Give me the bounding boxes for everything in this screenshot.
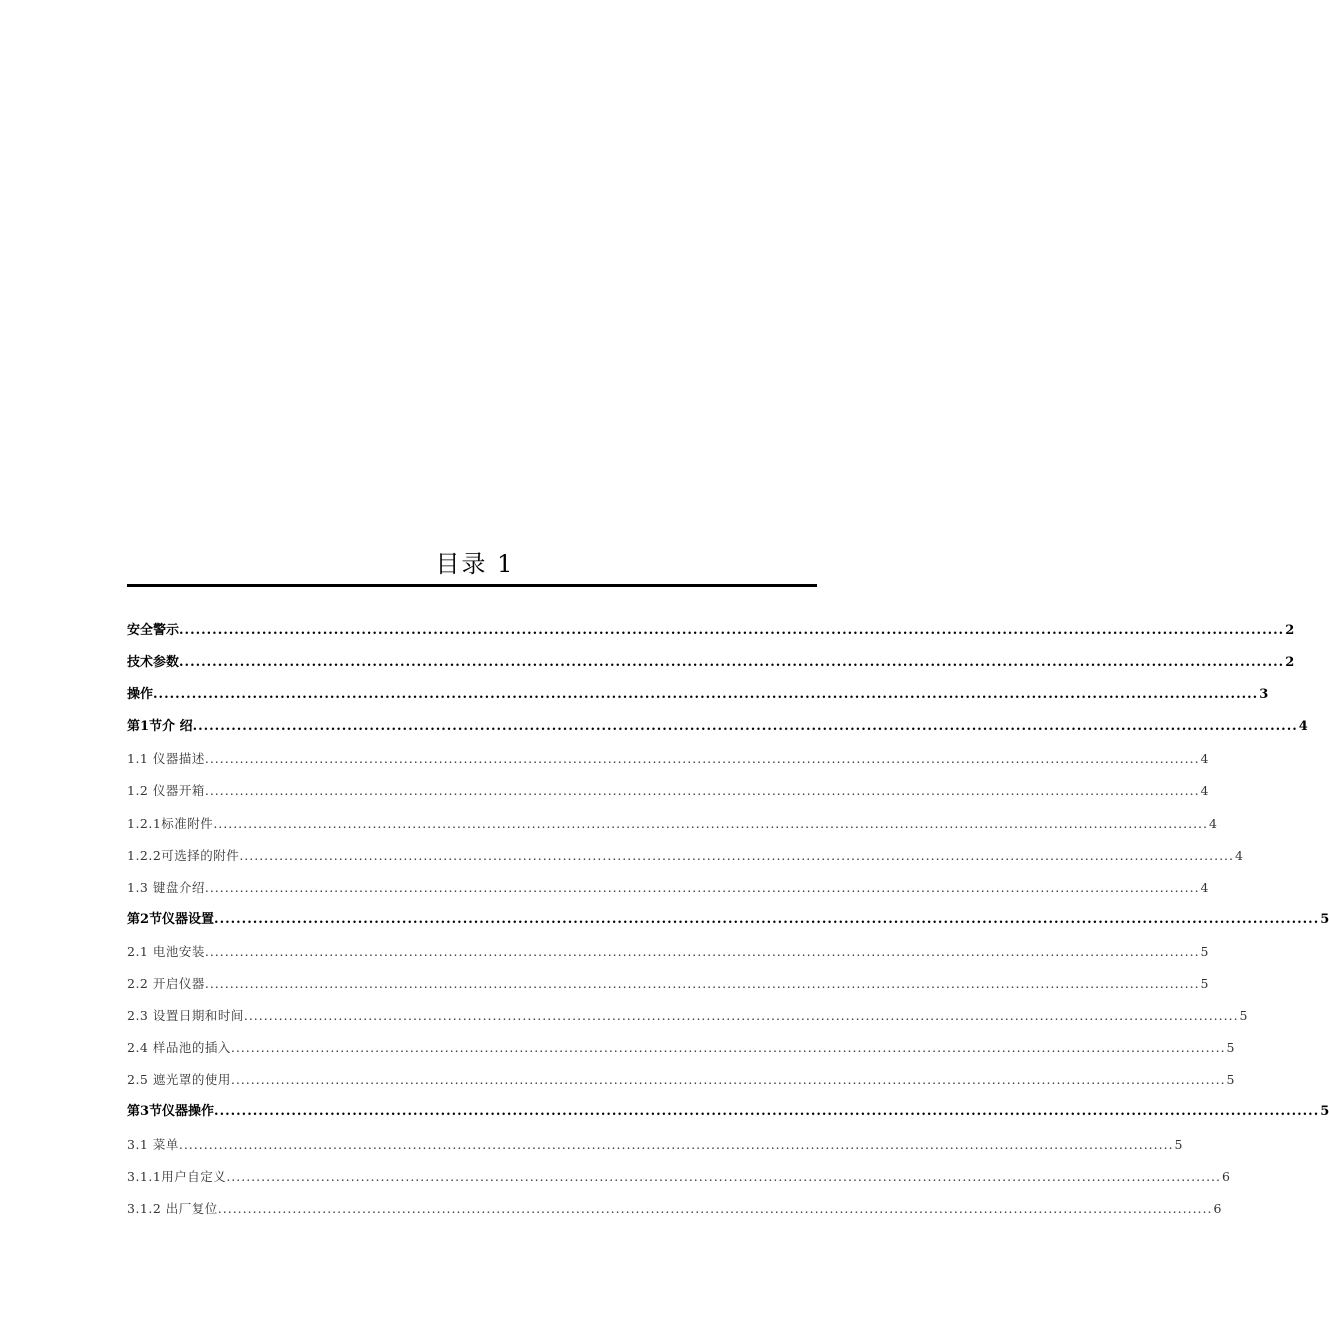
toc-entry-label: 1.2 仪器开箱	[127, 783, 205, 799]
toc-entry[interactable]	[127, 845, 1244, 877]
toc-entry-label: 2.2 开启仪器	[127, 976, 205, 992]
toc-leader-dots: ........................................................................................................................................................................................................	[226, 1168, 1221, 1184]
toc-entry[interactable]	[127, 941, 1209, 973]
toc-page-number: 5	[1200, 943, 1209, 959]
title-rule	[127, 584, 817, 587]
toc-page-number: 2	[1285, 623, 1295, 638]
toc-entry[interactable]	[127, 1166, 1231, 1198]
toc-entry[interactable]	[127, 1198, 1222, 1230]
toc-entry-label: 技术参数	[127, 655, 180, 671]
toc-page-number: 5	[1320, 1104, 1329, 1120]
toc-page-number: 4	[1298, 719, 1308, 735]
toc-page-number: 2	[1285, 655, 1295, 671]
toc-entry-label: 3.1.2 出厂复位	[127, 1200, 218, 1216]
toc-entry[interactable]	[127, 1069, 1235, 1101]
toc-page-number: 5	[1226, 1072, 1235, 1088]
toc-entry-label: 第3节仪器操作	[127, 1104, 215, 1120]
toc-page-number: 6	[1213, 1200, 1222, 1216]
toc-entry-label: 操作	[127, 687, 154, 703]
toc-page-number: 6	[1222, 1168, 1231, 1184]
toc-leader-dots: ........................................................................................................................................................................................................	[178, 1136, 1174, 1152]
toc-entry-label: 1.1 仪器描述	[127, 751, 205, 767]
toc-entry[interactable]	[127, 620, 1295, 652]
toc-page-number: 5	[1226, 1040, 1235, 1056]
toc-page-number: 4	[1209, 815, 1218, 831]
toc-page-number: 4	[1200, 879, 1209, 895]
toc-leader-dots: ........................................................................................................................................................................................................	[230, 1040, 1226, 1056]
toc-entry[interactable]	[127, 1037, 1235, 1069]
toc-leader-dots: ........................................................................................................................................................................................................	[192, 719, 1298, 735]
toc-leader-dots: ........................................................................................................................................................................................................	[204, 879, 1200, 895]
toc-leader-dots: ........................................................................................................................................................................................................	[204, 976, 1200, 992]
toc-page-number: 5	[1174, 1136, 1183, 1152]
toc-leader-dots: ........................................................................................................................................................................................................	[204, 751, 1200, 767]
toc-leader-dots: ........................................................................................................................................................................................................	[217, 1200, 1213, 1216]
toc-page-number: 4	[1235, 847, 1244, 863]
toc-entry[interactable]	[127, 877, 1209, 909]
toc-entry-label: 安全警示	[127, 623, 180, 638]
toc-page-number: 5	[1200, 976, 1209, 992]
toc-entry[interactable]	[127, 1101, 1329, 1133]
toc-leader-dots: ........................................................................................................................................................................................................	[179, 623, 1285, 638]
toc-entry[interactable]	[127, 1134, 1183, 1166]
toc-entry-label: 1.3 键盘介绍	[127, 879, 205, 895]
toc-entry-label: 1.2.2可选择的附件	[127, 847, 240, 863]
toc-entry[interactable]	[127, 780, 1209, 812]
toc-entry[interactable]	[127, 716, 1308, 748]
table-of-contents	[127, 620, 1329, 1230]
toc-page-number: 3	[1259, 687, 1269, 703]
toc-entry[interactable]	[127, 909, 1329, 941]
toc-entry[interactable]	[127, 684, 1269, 716]
toc-entry-label: 3.1 菜单	[127, 1136, 179, 1152]
toc-entry[interactable]	[127, 973, 1209, 1005]
toc-leader-dots: ........................................................................................................................................................................................................	[179, 655, 1285, 671]
toc-entry-label: 1.2.1标准附件	[127, 815, 214, 831]
toc-leader-dots: ........................................................................................................................................................................................................	[243, 1008, 1239, 1024]
toc-entry-label: 3.1.1用户自定义	[127, 1168, 227, 1184]
toc-leader-dots: ........................................................................................................................................................................................................	[204, 783, 1200, 799]
toc-leader-dots: ........................................................................................................................................................................................................	[214, 911, 1320, 927]
toc-leader-dots: ........................................................................................................................................................................................................	[204, 943, 1200, 959]
toc-leader-dots: ........................................................................................................................................................................................................	[230, 1072, 1226, 1088]
toc-entry-label: 第2节仪器设置	[127, 911, 215, 927]
toc-page-number: 4	[1200, 751, 1209, 767]
toc-leader-dots: ........................................................................................................................................................................................................	[153, 687, 1259, 703]
toc-leader-dots: ........................................................................................................................................................................................................	[239, 847, 1234, 863]
toc-page-number: 5	[1320, 911, 1329, 927]
toc-leader-dots: ........................................................................................................................................................................................................	[214, 1104, 1320, 1120]
toc-entry[interactable]	[127, 748, 1209, 780]
toc-entry[interactable]	[127, 652, 1295, 684]
toc-title: 目录 1	[435, 550, 515, 578]
toc-entry-label: 2.4 样品池的插入	[127, 1040, 231, 1056]
toc-page-number: 4	[1200, 783, 1209, 799]
toc-page-number: 5	[1239, 1008, 1248, 1024]
toc-entry[interactable]	[127, 1005, 1248, 1037]
toc-entry-label: 2.3 设置日期和时间	[127, 1008, 244, 1024]
toc-entry-label: 第1节介 绍	[127, 719, 193, 735]
toc-leader-dots: ........................................................................................................................................................................................................	[213, 815, 1208, 831]
toc-entry-label: 2.1 电池安装	[127, 943, 205, 959]
toc-entry-label: 2.5 遮光罩的使用	[127, 1072, 231, 1088]
toc-entry[interactable]	[127, 813, 1218, 845]
